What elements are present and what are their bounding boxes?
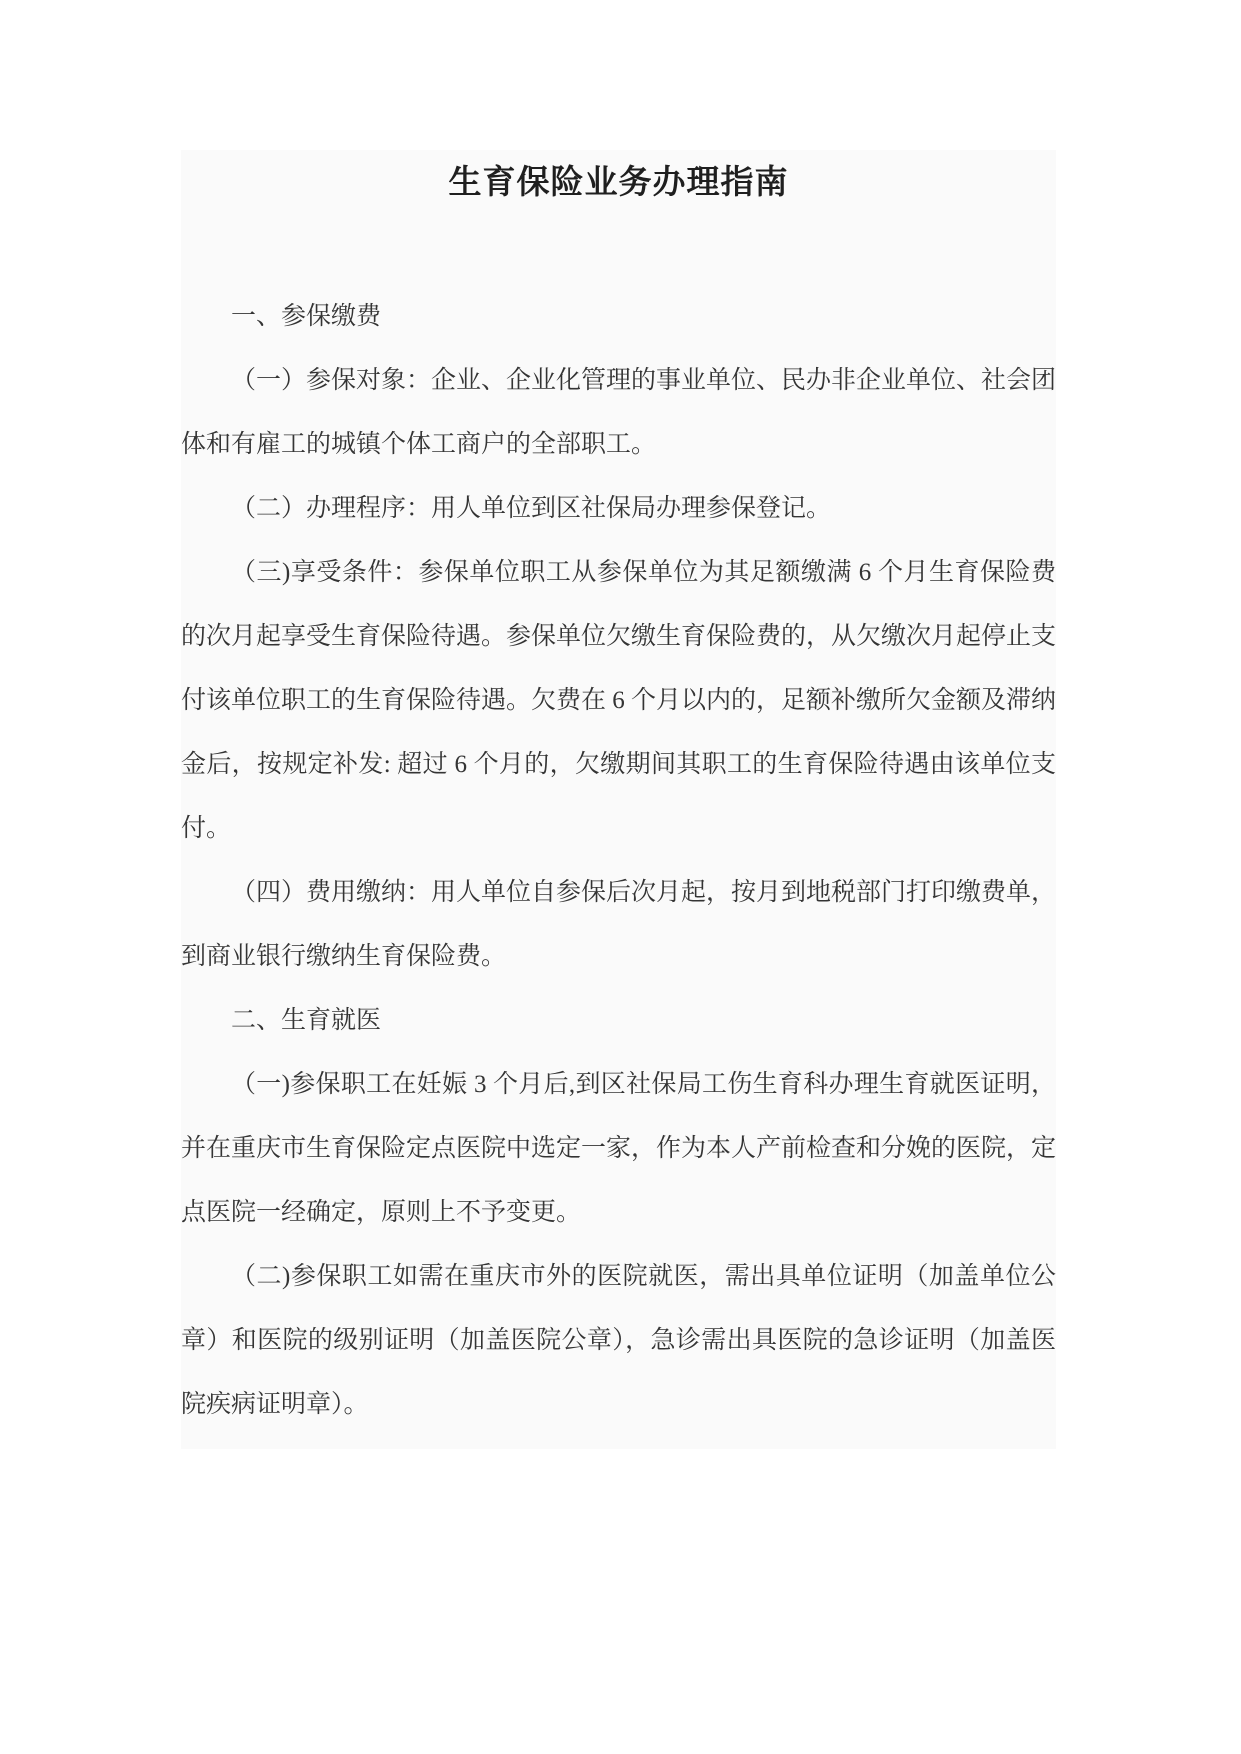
paragraph: （一)参保职工在妊娠 3 个月后,到区社保局工伤生育科办理生育就医证明，并在重庆市生育保险定点医院中选定一家，作为本人产前检查和分娩的医院，定点医院一经确定，原则上不予变更。 (181, 1071, 1057, 1226)
document-body (181, 285, 1056, 1437)
paragraph: （一）参保对象：企业、企业化管理的事业单位、民办非企业单位、社会团体和有雇工的城镇个体工商户的全部职工。 (181, 367, 1057, 458)
document-title: 生育保险业务办理指南 (448, 165, 789, 201)
paragraph: （二)参保职工如需在重庆市外的医院就医，需出具单位证明（加盖单位公章）和医院的级别证明（加盖医院公章），急诊需出具医院的急诊证明（加盖医院疾病证明章）。 (181, 1263, 1056, 1418)
paragraph: （四）费用缴纳：用人单位自参保后次月起，按月到地税部门打印缴费单，到商业银行缴纳生育保险费。 (181, 879, 1057, 970)
paragraph: （三)享受条件：参保单位职工从参保单位为其足额缴满 6 个月生育保险费的次月起享受生育保险待遇。参保单位欠缴生育保险费的，从欠缴次月起停止支付该单位职工的生育保险待遇。欠费在 6 个月以内的，足额补缴所欠金额及滞纳金后，按规定补发: 超过 6 个月的，欠缴期间其职工的生育保险待遇由该单位支付。 (181, 559, 1057, 842)
section-heading: 二、生育就医 (231, 1007, 382, 1034)
section-heading: 一、参保缴费 (231, 303, 382, 330)
text-block (181, 150, 1056, 1449)
paragraph: （二）办理程序：用人单位到区社保局办理参保登记。 (231, 495, 832, 522)
